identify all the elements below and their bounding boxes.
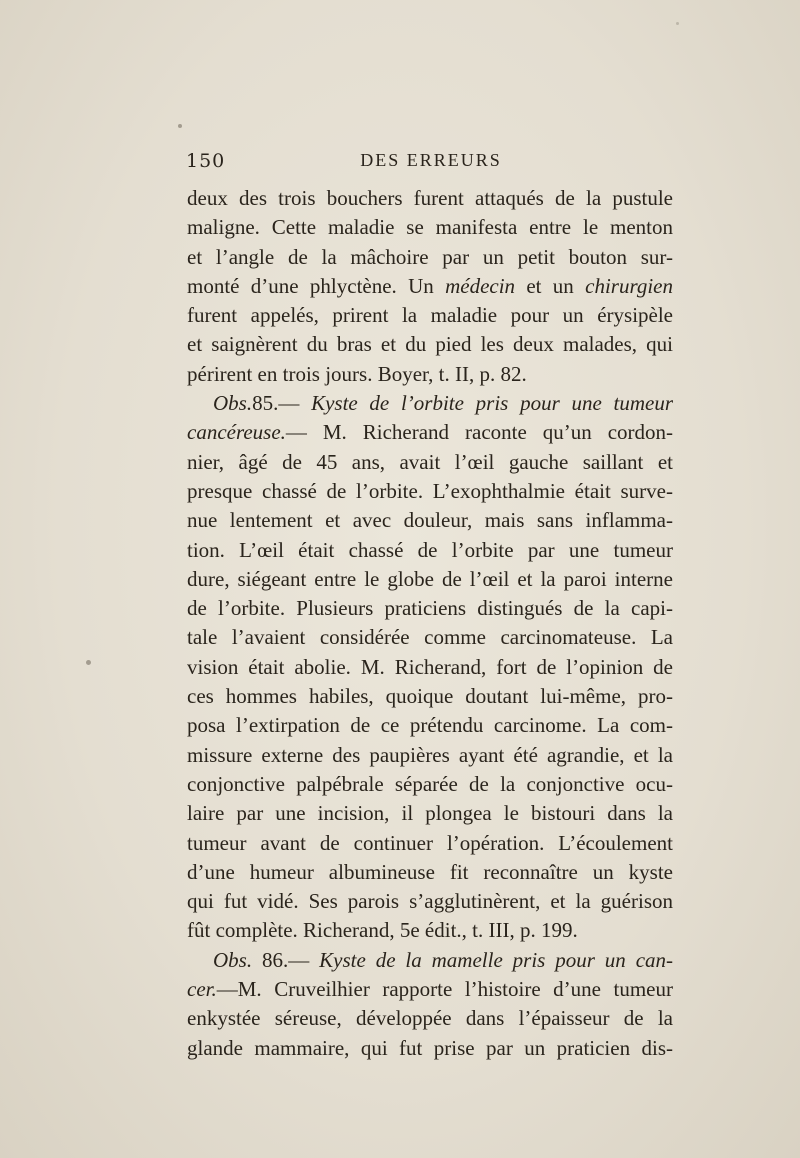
text-line xyxy=(187,975,673,1004)
text-run: glande mammaire, qui fut prise par un praticien dis- xyxy=(187,1035,673,1060)
text-run: monté d’une phlyctène. Un xyxy=(187,273,446,298)
text-line xyxy=(187,536,673,565)
text-line xyxy=(187,418,673,447)
ink-spot xyxy=(86,660,91,665)
text-run: vision était abolie. M. Richerand, fort de l’opinion de xyxy=(187,654,673,679)
text-run: périrent en trois jours. Boyer, t. II, p. 82. xyxy=(187,361,527,386)
text-line xyxy=(187,243,673,272)
text-line xyxy=(187,477,673,506)
ink-spot xyxy=(178,124,182,128)
text-run: maligne. Cette maladie se manifesta entre le menton xyxy=(187,215,673,240)
text-line xyxy=(187,272,673,301)
italic-text: cer. xyxy=(187,977,217,1002)
text-run: 86.— xyxy=(252,947,320,972)
text-run: tion. L’œil était chassé de l’orbite par une tumeur xyxy=(187,537,673,562)
text-line xyxy=(187,623,673,652)
running-head-title: DES ERREURS xyxy=(360,150,502,170)
text-run: missure externe des paupières ayant été agrandie, et la xyxy=(187,742,673,767)
italic-text: Obs. xyxy=(213,391,253,416)
text-line xyxy=(187,711,673,740)
text-run: tale l’avaient considérée comme carcinomateuse. La xyxy=(187,625,673,650)
text-run: ces hommes habiles, quoique doutant lui-même, pro- xyxy=(187,684,673,709)
text-run: dure, siégeant entre le globe de l’œil et la paroi interne xyxy=(187,566,673,591)
italic-text: Obs. xyxy=(213,947,253,972)
text-line xyxy=(187,448,673,477)
text-line xyxy=(187,916,673,945)
italic-text: cancéreuse. xyxy=(187,420,286,445)
text-line xyxy=(187,184,673,213)
body-text xyxy=(187,184,673,1063)
text-run: posa l’extirpation de ce prétendu carcinome. La com- xyxy=(187,713,673,738)
text-line xyxy=(187,770,673,799)
text-run: — M. Richerand raconte qu’un cordon- xyxy=(285,420,673,445)
text-line xyxy=(187,858,673,887)
text-run: qui fut vidé. Ses parois s’agglutinèrent, et la guérison xyxy=(187,889,673,914)
text-line xyxy=(187,829,673,858)
text-run: conjonctive palpébrale séparée de la conjonctive ocu- xyxy=(187,771,673,796)
text-line xyxy=(187,301,673,330)
text-run: fût complète. Richerand, 5e édit., t. III, p. 199. xyxy=(187,918,578,943)
text-line xyxy=(187,1034,673,1063)
text-run: et un xyxy=(515,273,586,298)
italic-text: médecin xyxy=(445,273,516,298)
text-run: furent appelés, prirent la maladie pour un érysipèle xyxy=(187,303,673,328)
text-line xyxy=(187,682,673,711)
italic-text: chirurgien xyxy=(585,273,673,298)
text-run: —M. Cruveilhier rapporte l’histoire d’une tumeur xyxy=(216,977,673,1002)
running-head xyxy=(186,150,676,178)
text-line xyxy=(187,389,673,418)
text-run: nier, âgé de 45 ans, avait l’œil gauche saillant et xyxy=(187,449,673,474)
text-run: de l’orbite. Plusieurs praticiens distingués de la capi- xyxy=(187,596,673,621)
text-run: et l’angle de la mâchoire par un petit bouton sur- xyxy=(187,244,673,269)
text-line xyxy=(187,799,673,828)
text-run: et saignèrent du bras et du pied les deux malades, qui xyxy=(187,332,673,357)
ink-spot xyxy=(676,22,679,25)
text-line xyxy=(187,594,673,623)
italic-text: Kyste de l’orbite pris pour une tumeur xyxy=(311,391,673,416)
text-line xyxy=(187,506,673,535)
text-line xyxy=(187,653,673,682)
text-line xyxy=(187,887,673,916)
text-line xyxy=(187,741,673,770)
text-line xyxy=(187,213,673,242)
text-run: nue lentement et avec douleur, mais sans inflamma- xyxy=(187,508,673,533)
text-line xyxy=(187,330,673,359)
text-run: presque chassé de l’orbite. L’exophthalmie était surve- xyxy=(187,478,673,503)
text-line xyxy=(187,360,673,389)
page-number: 150 xyxy=(186,150,226,172)
text-line xyxy=(187,565,673,594)
text-line xyxy=(187,1004,673,1033)
text-line xyxy=(187,946,673,975)
text-run: deux des trois bouchers furent attaqués de la pustule xyxy=(187,186,673,210)
italic-text: Kyste de la mamelle pris pour un can- xyxy=(319,947,673,972)
text-run: enkystée séreuse, développée dans l’épaisseur de la xyxy=(187,1006,673,1031)
text-run: tumeur avant de continuer l’opération. L’écoulement xyxy=(187,830,673,855)
text-run: d’une humeur albumineuse fit reconnaître un kyste xyxy=(187,859,673,884)
text-run: laire par une incision, il plongea le bistouri dans la xyxy=(187,801,673,826)
text-run: 85.— xyxy=(252,391,312,416)
